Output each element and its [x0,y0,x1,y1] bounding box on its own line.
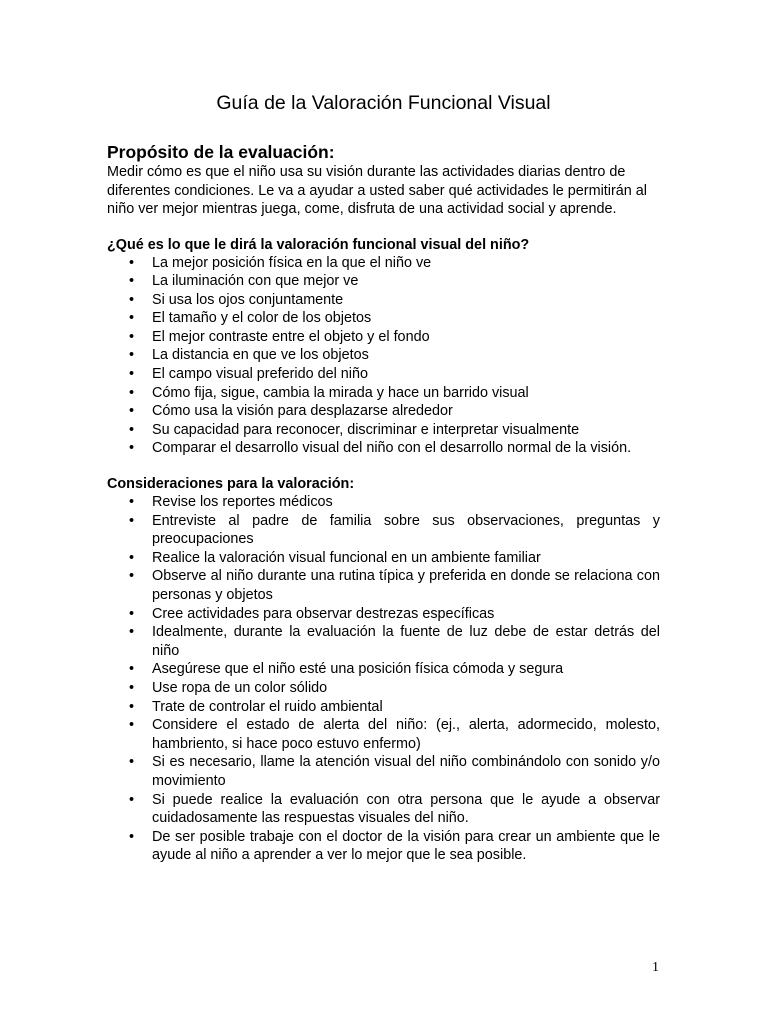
considerations-list [107,493,660,865]
considerations-section [107,475,660,865]
list-item: • El campo visual preferido del niño [129,366,368,383]
list-item: • Cree actividades para observar destrezas específicas [129,605,495,622]
bullet-icon: • [129,384,135,401]
bullet-icon: • [129,440,135,457]
bullet-icon: • [129,328,135,345]
bullet-icon: • [129,661,135,678]
list-item: • Si puede realice la evaluación con otra persona que le ayude a observar cuidadosamente las respuestas visuales del niño. [129,791,660,827]
list-item: • El tamaño y el color de los objetos [129,310,372,327]
purpose-section [107,141,660,219]
page-number: 1 [652,960,659,975]
list-item: • Cómo usa la visión para desplazarse alrededor [129,403,453,420]
what-section [107,236,660,459]
list-item: • Trate de controlar el ruido ambiental [129,698,383,715]
list-item: • Su capacidad para reconocer, discriminar e interpretar visualmente [129,421,580,438]
bullet-icon: • [129,717,135,734]
bullet-icon: • [129,624,135,641]
bullet-icon: • [129,254,135,271]
document-page [107,88,660,865]
list-item: • Si es necesario, llame la atención visual del niño combinándolo con sonido y/o movimiento [129,754,660,789]
list-item: • Si usa los ojos conjuntamente [129,291,344,308]
bullet-icon: • [129,310,135,327]
list-item: • Asegúrese que el niño esté una posición física cómoda y segura [129,661,564,678]
considerations-heading: Consideraciones para la valoración: [107,476,355,493]
list-item: • La distancia en que ve los objetos [129,347,369,364]
list-item: • Observe al niño durante una rutina típica y preferida en donde se relaciona con personas y objetos [129,568,660,603]
bullet-icon: • [129,754,135,771]
purpose-paragraph: Medir cómo es que el niño usa su visión durante las actividades diarias dentro de diferentes condiciones. Le va a ayudar a usted saber qué actividades le permitirán al niño ver mejor mientras juega, come, disfruta de una actividad social y aprende. [107,164,647,217]
list-item: • Entreviste al padre de familia sobre sus observaciones, preguntas y preocupaciones [129,512,660,548]
list-item: • Comparar el desarrollo visual del niño con el desarrollo normal de la visión. [129,440,632,457]
bullet-icon: • [129,568,135,585]
bullet-icon: • [129,791,135,808]
bullet-icon: • [129,679,135,696]
list-item: • Revise los reportes médicos [129,494,333,511]
bullet-icon: • [129,291,135,308]
what-list [107,254,660,459]
bullet-icon: • [129,421,135,438]
bullet-icon: • [129,512,135,529]
purpose-heading: Propósito de la evaluación: [107,142,335,162]
bullet-icon: • [129,549,135,566]
list-item: • De ser posible trabaje con el doctor de la visión para crear un ambiente que le ayude al niño a aprender a ver lo mejor que le sea posible. [129,828,660,864]
bullet-icon: • [129,698,135,715]
list-item: • Cómo fija, sigue, cambia la mirada y hace un barrido visual [129,384,529,401]
document-title: Guía de la Valoración Funcional Visual [216,92,551,114]
bullet-icon: • [129,273,135,290]
list-item: • La iluminación con que mejor ve [129,273,359,290]
bullet-icon: • [129,366,135,383]
list-item: • Use ropa de un color sólido [129,679,328,696]
bullet-icon: • [129,403,135,420]
list-item: • Idealmente, durante la evaluación la fuente de luz debe de estar detrás del niño [129,624,660,659]
list-item: • El mejor contraste entre el objeto y el fondo [129,328,430,345]
list-item: • Realice la valoración visual funcional en un ambiente familiar [129,549,541,566]
bullet-icon: • [129,347,135,364]
list-item: • Considere el estado de alerta del niño: (ej., alerta, adormecido, molesto, hambriento, si hace poco estuvo enfermo) [129,717,660,752]
bullet-icon: • [129,494,135,511]
list-item: • La mejor posición física en la que el niño ve [129,254,432,271]
what-heading: ¿Qué es lo que le dirá la valoración funcional visual del niño? [107,236,530,253]
bullet-icon: • [129,605,135,622]
bullet-icon: • [129,828,135,845]
